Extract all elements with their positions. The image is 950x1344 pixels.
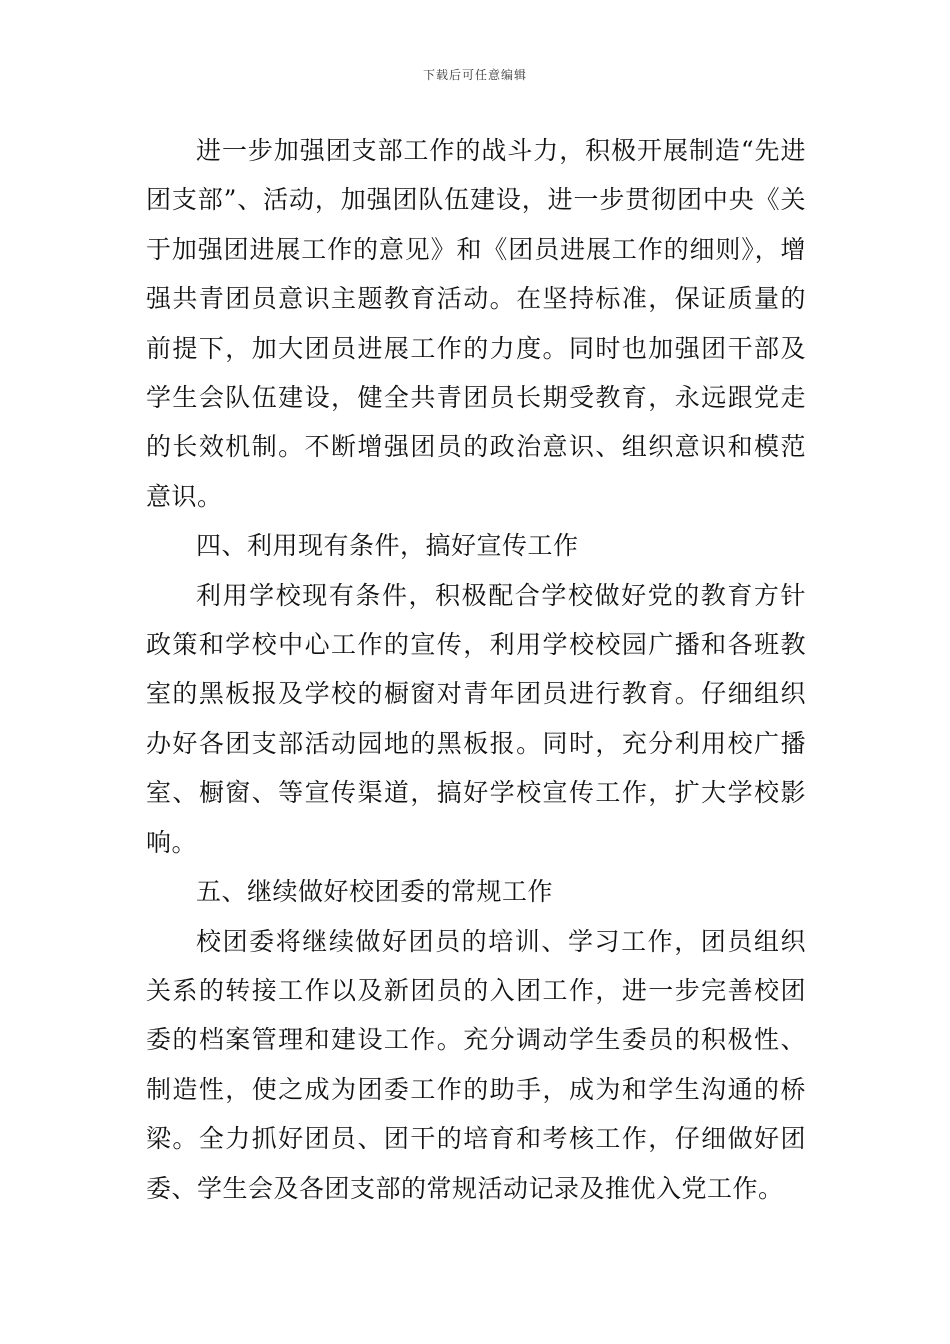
document-body	[146, 126, 806, 1213]
page-header: 下载后可任意编辑	[422, 68, 527, 82]
body-paragraph: 利用学校现有条件，积极配合学校做好党的教育方针政策和学校中心工作的宣传，利用学校校园广播和各班教室的黑板报及学校的橱窗对青年团员进行教育。仔细组织办好各团支部活动园地的黑板报。同时，充分利用校广播室、橱窗、等宣传渠道，搞好学校宣传工作，扩大学校影响。	[146, 580, 806, 857]
section-heading-4: 四、利用现有条件，搞好宣传工作	[196, 531, 579, 561]
body-paragraph: 进一步加强团支部工作的战斗力，积极开展制造“先进团支部”、活动，加强团队伍建设，进一步贯彻团中央《关于加强团进展工作的意见》和《团员进展工作的细则》，增强共青团员意识主题教育活动。在坚持标准，保证质量的前提下，加大团员进展工作的力度。同时也加强团干部及学生会队伍建设，健全共青团员长期受教育，永远跟党走的长效机制。不断增强团员的政治意识、组织意识和模范意识。	[146, 136, 806, 511]
body-paragraph: 校团委将继续做好团员的培训、学习工作，团员组织关系的转接工作以及新团员的入团工作，进一步完善校团委的档案管理和建设工作。充分调动学生委员的积极性、制造性，使之成为团委工作的助手，成为和学生沟通的桥梁。全力抓好团员、团干的培育和考核工作，仔细做好团委、学生会及各团支部的常规活动记录及推优入党工作。	[146, 926, 806, 1203]
section-heading-5: 五、继续做好校团委的常规工作	[196, 877, 554, 907]
